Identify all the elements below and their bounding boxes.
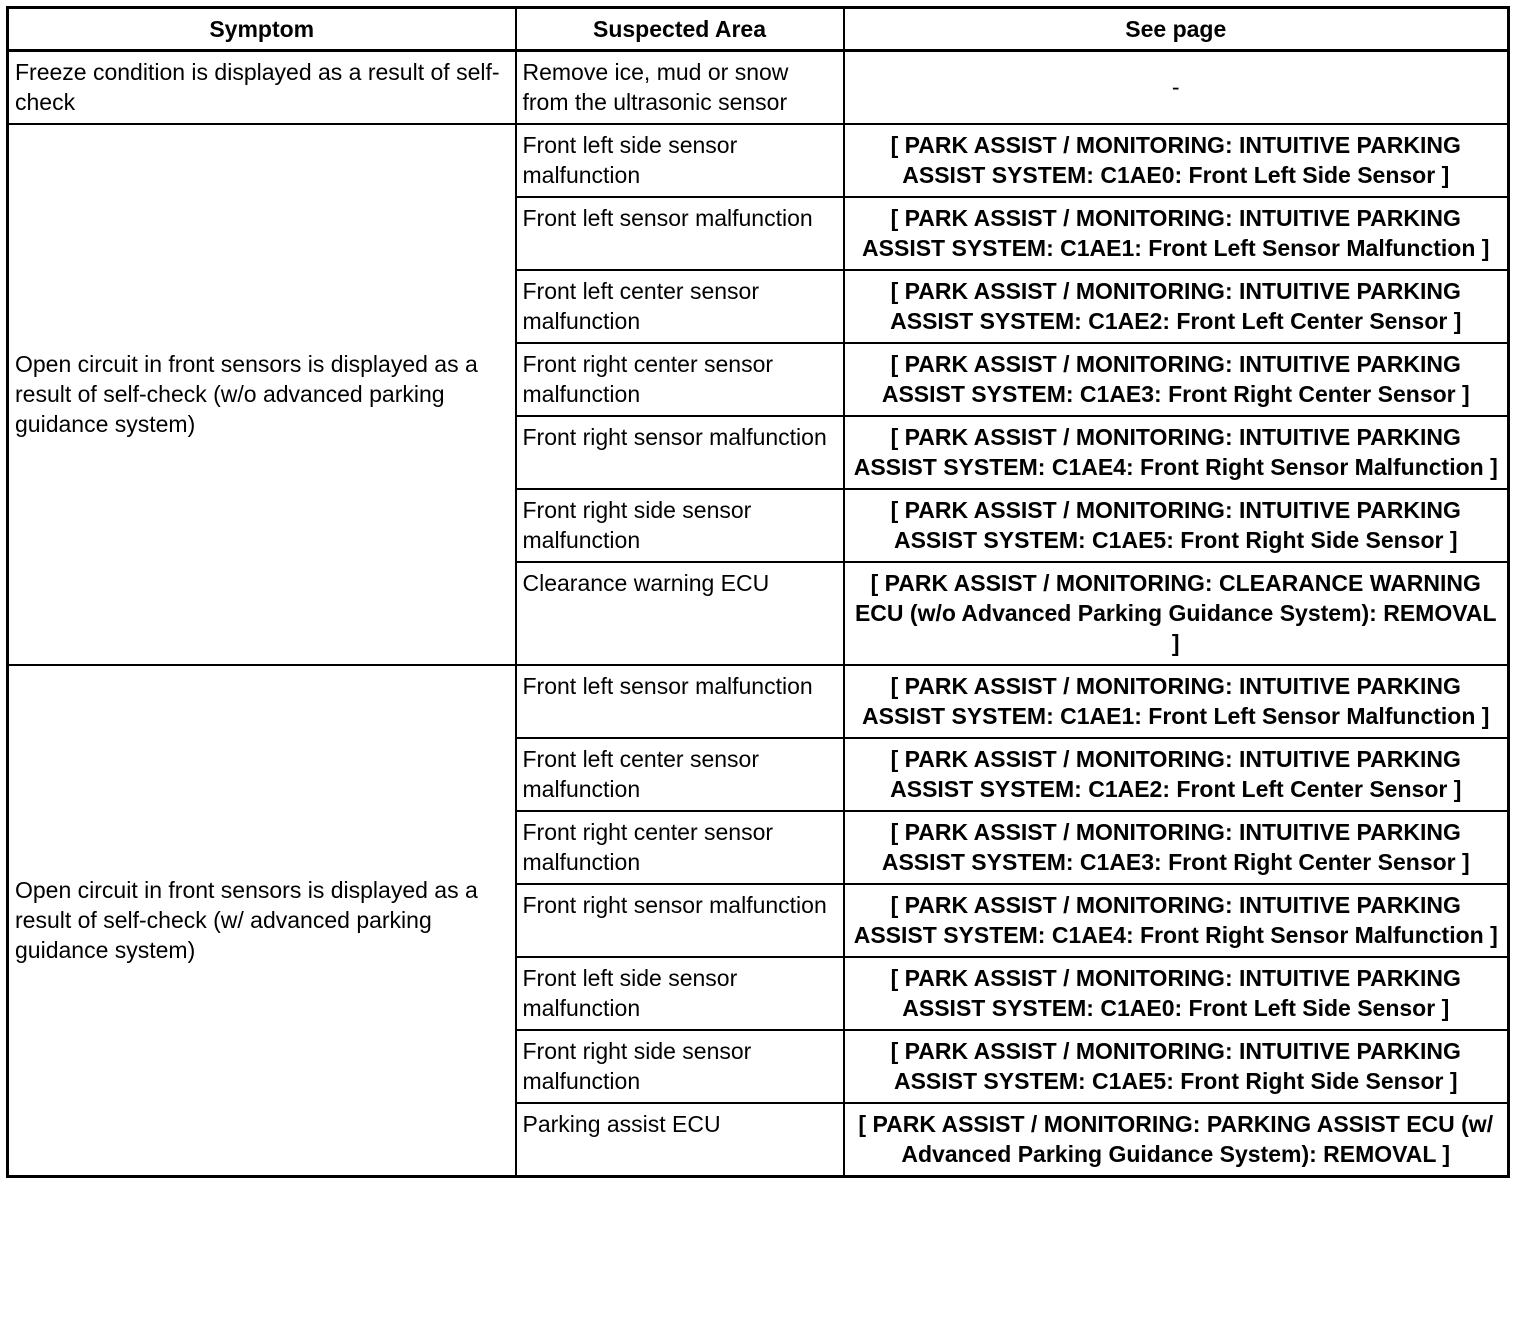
symptom-cell: Open circuit in front sensors is displayed as a result of self-check (w/o advanced parking guidance system) <box>8 124 516 665</box>
header-see-page: See page <box>844 8 1509 51</box>
suspected-area-cell: Remove ice, mud or snow from the ultrasonic sensor <box>516 51 844 125</box>
suspected-area-cell: Front left sensor malfunction <box>516 197 844 270</box>
see-page-cell: - <box>844 51 1509 125</box>
table-row <box>8 51 1509 125</box>
table-header <box>8 8 1509 51</box>
suspected-area-cell: Front right center sensor malfunction <box>516 343 844 416</box>
see-page-link[interactable]: [ PARK ASSIST / MONITORING: INTUITIVE PARKING ASSIST SYSTEM: C1AE1: Front Left Sensor Malfunction ] <box>844 197 1509 270</box>
symptom-cell: Freeze condition is displayed as a result of self-check <box>8 51 516 125</box>
suspected-area-cell: Front left side sensor malfunction <box>516 124 844 197</box>
see-page-link[interactable]: [ PARK ASSIST / MONITORING: PARKING ASSIST ECU (w/ Advanced Parking Guidance System): REMOVAL ] <box>844 1103 1509 1177</box>
table-row <box>8 124 1509 197</box>
suspected-area-cell: Front right sensor malfunction <box>516 884 844 957</box>
see-page-link[interactable]: [ PARK ASSIST / MONITORING: INTUITIVE PARKING ASSIST SYSTEM: C1AE5: Front Right Side Sensor ] <box>844 1030 1509 1103</box>
header-symptom: Symptom <box>8 8 516 51</box>
see-page-link[interactable]: [ PARK ASSIST / MONITORING: INTUITIVE PARKING ASSIST SYSTEM: C1AE4: Front Right Sensor Malfunction ] <box>844 416 1509 489</box>
see-page-link[interactable]: [ PARK ASSIST / MONITORING: INTUITIVE PARKING ASSIST SYSTEM: C1AE5: Front Right Side Sensor ] <box>844 489 1509 562</box>
suspected-area-cell: Front left center sensor malfunction <box>516 738 844 811</box>
suspected-area-cell: Front left side sensor malfunction <box>516 957 844 1030</box>
suspected-area-cell: Front left center sensor malfunction <box>516 270 844 343</box>
header-suspected-area: Suspected Area <box>516 8 844 51</box>
suspected-area-cell: Front right side sensor malfunction <box>516 489 844 562</box>
suspected-area-cell: Front right center sensor malfunction <box>516 811 844 884</box>
suspected-area-cell: Front right side sensor malfunction <box>516 1030 844 1103</box>
see-page-link[interactable]: [ PARK ASSIST / MONITORING: INTUITIVE PARKING ASSIST SYSTEM: C1AE0: Front Left Side Sensor ] <box>844 957 1509 1030</box>
header-row <box>8 8 1509 51</box>
problem-symptoms-table <box>6 6 1510 1178</box>
table-body <box>8 51 1509 1177</box>
table-row <box>8 665 1509 738</box>
suspected-area-cell: Clearance warning ECU <box>516 562 844 665</box>
see-page-link[interactable]: [ PARK ASSIST / MONITORING: INTUITIVE PARKING ASSIST SYSTEM: C1AE2: Front Left Center Sensor ] <box>844 738 1509 811</box>
see-page-link[interactable]: [ PARK ASSIST / MONITORING: INTUITIVE PARKING ASSIST SYSTEM: C1AE3: Front Right Center Sensor ] <box>844 811 1509 884</box>
see-page-link[interactable]: [ PARK ASSIST / MONITORING: INTUITIVE PARKING ASSIST SYSTEM: C1AE3: Front Right Center Sensor ] <box>844 343 1509 416</box>
see-page-link[interactable]: [ PARK ASSIST / MONITORING: INTUITIVE PARKING ASSIST SYSTEM: C1AE4: Front Right Sensor Malfunction ] <box>844 884 1509 957</box>
see-page-link[interactable]: [ PARK ASSIST / MONITORING: INTUITIVE PARKING ASSIST SYSTEM: C1AE1: Front Left Sensor Malfunction ] <box>844 665 1509 738</box>
suspected-area-cell: Front right sensor malfunction <box>516 416 844 489</box>
see-page-link[interactable]: [ PARK ASSIST / MONITORING: INTUITIVE PARKING ASSIST SYSTEM: C1AE2: Front Left Center Sensor ] <box>844 270 1509 343</box>
see-page-link[interactable]: [ PARK ASSIST / MONITORING: INTUITIVE PARKING ASSIST SYSTEM: C1AE0: Front Left Side Sensor ] <box>844 124 1509 197</box>
suspected-area-cell: Parking assist ECU <box>516 1103 844 1177</box>
suspected-area-cell: Front left sensor malfunction <box>516 665 844 738</box>
symptom-cell: Open circuit in front sensors is displayed as a result of self-check (w/ advanced parking guidance system) <box>8 665 516 1177</box>
see-page-link[interactable]: [ PARK ASSIST / MONITORING: CLEARANCE WARNING ECU (w/o Advanced Parking Guidance System): REMOVAL ] <box>844 562 1509 665</box>
